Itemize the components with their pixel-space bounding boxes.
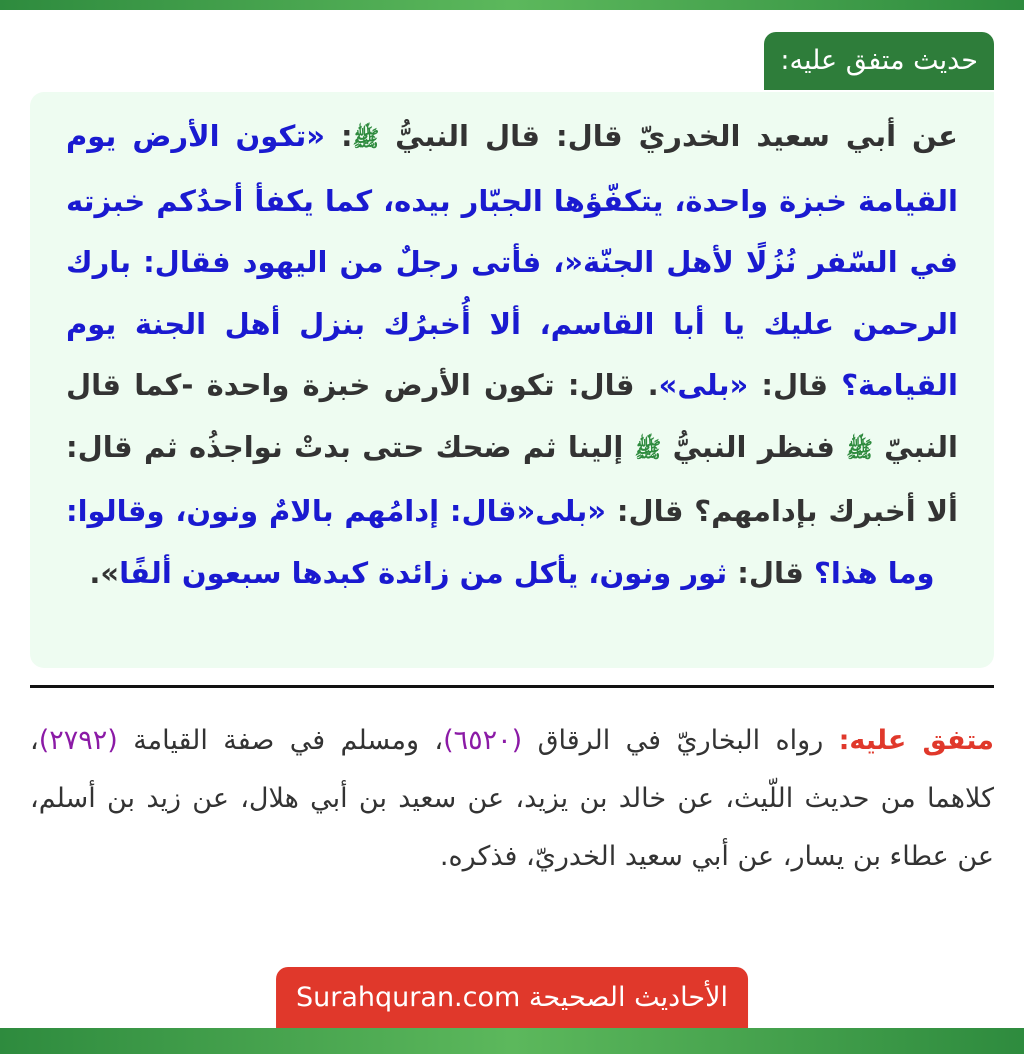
prophet-quote-3: «بلى«قال: إدامُهم بالامٌ ونون، وقالوا: وما هذا؟ (66, 494, 935, 590)
hadith-part-5: إلينا ثم ضحك حتى بدتْ نواجذُه ثم قال: ألا أخبرك بإدامهم؟ قال: (66, 429, 959, 528)
salutation-glyph: ﷺ (352, 127, 380, 152)
hadith-part-2: قال: (748, 368, 842, 402)
takhrij-paragraph (30, 712, 994, 886)
top-decor-bar (0, 0, 1024, 10)
hadith-closing: ». (89, 555, 120, 590)
takhrij-text-1: رواه البخاريّ في الرقاق (522, 725, 839, 756)
hadith-paragraph (66, 106, 958, 604)
hadith-type-label: حديث متفق عليه: (764, 32, 994, 90)
hadith-part-4: فنظر النبيُّ (661, 429, 847, 464)
prophet-quote-4: ثور ونون، يأكل من زائدة كبدها سبعون ألفًا (119, 555, 728, 590)
hadith-part-3: . قال: تكون الأرض خبزة واحدة -كما قال النبيّ (66, 368, 958, 464)
takhrij-label: متفق عليه: (838, 725, 994, 756)
takhrij-text-3: ، كلاهما من حديث اللّيث، عن خالد بن يزيد، عن سعيد بن أبي هلال، عن زيد بن أسلم، عن عطاء بن يسار، عن أبي سعيد الخدريّ، فذكره. (30, 725, 994, 872)
hadith-part-6: قال: (727, 555, 814, 590)
site-badge: الأحاديث الصحيحة Surahquran.com (276, 967, 748, 1029)
narrator-intro: عن أبي سعيد الخدريّ قال: قال النبيُّ (395, 119, 958, 153)
intro-colon: : (324, 119, 353, 153)
hadith-text-box (30, 92, 994, 668)
bukhari-number: (٦٥٢٠) (443, 725, 523, 756)
salutation-glyph: ﷺ (634, 437, 662, 463)
bottom-decor-bar (0, 1028, 1024, 1054)
prophet-quote-2: «بلى» (658, 368, 749, 402)
salutation-glyph: ﷺ (846, 437, 873, 463)
muslim-number: (٢٧٩٢) (38, 725, 118, 756)
section-divider (30, 685, 994, 688)
takhrij-text-2: ، ومسلم في صفة القيامة (117, 725, 444, 756)
prophet-quote-1: «تكون الأرض يوم القيامة خبزة واحدة، يتكفّؤها الجبّار بيده، كما يكفأ أحدُكم خبزته في السّفر نُزُلًا لأهل الجنّة«، فأتى رجلٌ من اليهود فقال: بارك الرحمن عليك يا أبا القاسم، ألا أُخبرُك بنزل أهل الجنة يوم القيامة؟ (66, 119, 958, 402)
